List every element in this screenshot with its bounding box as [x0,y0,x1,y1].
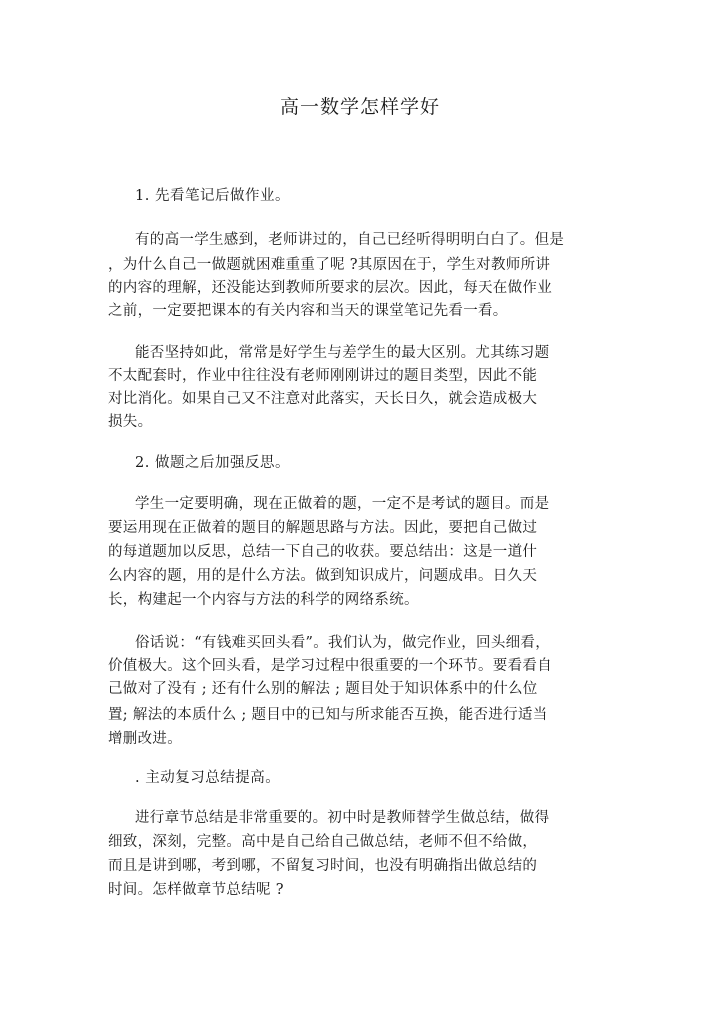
paragraph-line: 的内容的理解，还没能达到教师所要求的层次。因此，每天在做作业 [108,280,552,296]
paragraph-line: 进行章节总结是非常重要的。初中时是教师替学生做总结，做得 [135,810,550,826]
paragraph-line: 能否坚持如此，常常是好学生与差学生的最大区别。尤其练习题 [135,345,550,361]
document-title: 高一数学怎样学好 [279,96,440,118]
paragraph-line: 学生一定要明确，现在正做着的题，一定不是考试的题目。而是 [135,496,550,512]
paragraph-line: 的每道题加以反思，总结一下自己的收获。要总结出：这是一道什 [108,544,538,560]
paragraph-line: 有的高一学生感到，老师讲过的，自己已经听得明明白白了。但是 [135,232,565,248]
paragraph-line: 之前，一定要把课本的有关内容和当天的课堂笔记先看一看。 [108,303,508,319]
paragraph-line: 么内容的题，用的是什么方法。做到知识成片，问题成串。日久天 [108,568,538,584]
paragraph-line: 增删改进。 [108,731,182,747]
paragraph-line: 要运用现在正做着的题目的解题思路与方法。因此，要把自己做过 [108,520,538,536]
paragraph-line: 而且是讲到哪，考到哪，不留复习时间，也没有明确指出做总结的 [108,858,538,874]
paragraph-line: ，为什么自己一做题就困难重重了呢 ?其原因在于，学生对教师所讲 [108,257,551,273]
section-heading-3: . 主动复习总结提高。 [135,770,281,786]
paragraph-line: 对比消化。如果自己又不注意对此落实，天长日久，就会造成极大 [108,391,538,407]
section-heading-1: 1. 先看笔记后做作业。 [135,188,290,204]
paragraph-line: 时间。怎样做章节总结呢 ? [108,882,284,898]
paragraph-line: 置; 解法的本质什么 ; 题目中的已知与所求能否互换，能否进行适当 [108,707,548,723]
paragraph-line: 长，构建起一个内容与方法的科学的网络系统。 [108,592,419,608]
section-heading-2: 2. 做题之后加强反思。 [135,455,290,471]
paragraph-line: 价值极大。这个回头看，是学习过程中很重要的一个环节。要看看自 [108,658,552,674]
paragraph-line: 损失。 [108,414,153,430]
paragraph-line: 不太配套时，作业中往往没有老师刚刚讲过的题目类型，因此不能 [108,368,538,384]
paragraph-line: 俗话说：“有钱难买回头看”。我们认为，做完作业，回头细看， [135,635,551,651]
paragraph-line: 己做对了没有 ; 还有什么别的解法 ; 题目处于知识体系中的什么位 [108,681,538,697]
paragraph-line: 细致，深刻，完整。高中是自己给自己做总结，老师不但不给做， [108,834,538,850]
